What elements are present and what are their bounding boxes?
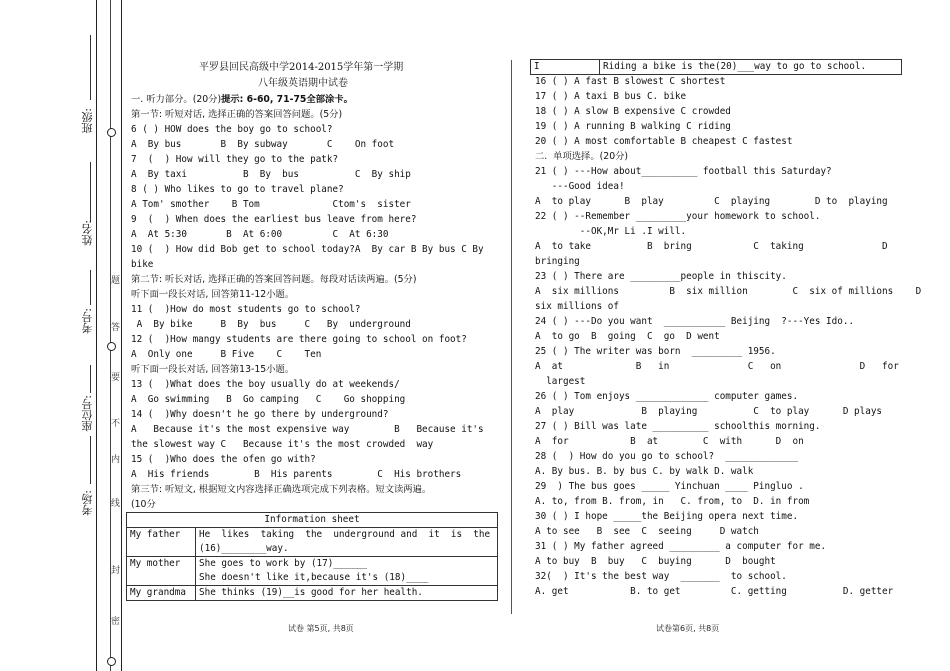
seat-no-label: 座位号: <box>81 395 94 432</box>
page-footer-left: 试卷 第5页, 共8页 <box>288 624 354 633</box>
table-row <box>531 60 902 75</box>
information-table <box>126 512 498 601</box>
section-2-heading: 第二节: 听长对话, 选择正确的答案回答问题。每段对话读两遍。(5分) <box>131 274 417 285</box>
table-cell: My father <box>127 528 196 557</box>
options-30: A to see B see C seeing D watch <box>535 526 759 537</box>
exam-no-label: 考号: <box>81 308 94 334</box>
options-25: A at B in C on D for <box>535 361 899 372</box>
section-1-heading: 第一节: 听短对话, 选择正确的答案回答问题。(5分) <box>131 109 343 120</box>
options-22-cont: bringing <box>535 256 580 267</box>
binding-margin <box>0 0 122 671</box>
binding-inner-line <box>121 0 122 671</box>
question-32: 32( ) It's the best way _______ to school. <box>535 571 787 582</box>
table-cell: I <box>531 60 600 75</box>
cut-char: 密 <box>111 617 121 627</box>
question-21-reply: ---Good idea! <box>535 181 625 192</box>
section-3-points: (10分 <box>131 499 156 510</box>
question-8: 8 ( ) Who likes to go to travel plane? <box>131 184 344 195</box>
options-26: A play B playing C to play D plays <box>535 406 883 417</box>
name-label: 姓名: <box>81 220 94 246</box>
cut-circle <box>107 128 116 137</box>
question-13: 13 ( )What does the boy usually do at weekends/ <box>131 379 400 390</box>
dialogue-intro-13-15: 听下面一段长对话, 回答第13-15小题。 <box>131 364 295 375</box>
options-21: A to play B play C playing D to playing <box>535 196 888 207</box>
question-18: 18 ( ) A slow B expensive C crowded <box>535 106 731 117</box>
room-label: 考场: <box>81 490 94 516</box>
cut-char: 要 <box>111 373 121 383</box>
question-22-reply: --OK,Mr Li .I will. <box>535 226 687 237</box>
question-6: 6 ( ) HOW does the boy go to school? <box>131 124 333 135</box>
options-11: A By bike B By bus C By underground <box>131 319 411 330</box>
question-7: 7 ( ) How will they go to the patk? <box>131 154 339 165</box>
options-13: A Go swimming B Go camping C Go shopping <box>131 394 406 405</box>
question-10: 10 ( ) How did Bob get to school today?A By car B By bus C By <box>131 244 484 255</box>
room-blank <box>90 436 91 484</box>
table-cell-line: She doesn't like it,because it's (18)____ <box>199 572 429 583</box>
question-31: 31 ( ) My father agreed _________ a computer for me. <box>535 541 827 552</box>
question-21: 21 ( ) ---How about__________ football this Saturday? <box>535 166 832 177</box>
table-row <box>127 586 498 601</box>
question-28: 28 ( ) How do you go to school? _____________ <box>535 451 799 462</box>
question-9: 9 ( ) When does the earliest bus leave from here? <box>131 214 417 225</box>
table-cell-line: She goes to work by (17)______ <box>199 558 367 569</box>
table-row <box>127 557 498 586</box>
cut-char: 不 <box>111 419 121 429</box>
table-cell <box>196 557 498 586</box>
question-29: 29 ) The bus goes _____ Yinchuan ____ Pingluo . <box>535 481 804 492</box>
question-20: 20 ( ) A most comfortable B cheapest C fastest <box>535 136 793 147</box>
question-23: 23 ( ) There are _________people in thiscity. <box>535 271 787 282</box>
question-10-cont: bike <box>131 259 154 270</box>
listening-heading: 一. 听力部分。(20分)提示: 6-60, 71-75全部涂卡。 <box>131 94 353 105</box>
question-14: 14 ( )Why doesn't he go there by underground? <box>131 409 389 420</box>
options-32: A. get B. to get C. getting D. getter <box>535 586 894 597</box>
options-8: A Tom' smother B Tom Ctom's sister <box>131 199 411 210</box>
options-23: A six millions B six million C six of millions D <box>535 286 922 297</box>
options-23-cont: six millions of <box>535 301 619 312</box>
exam-title-school: 平罗县回民高级中学2014-2015学年第一学期 <box>199 62 404 73</box>
table-cell-line: (16)________way. <box>199 543 289 554</box>
options-14-cont: the slowest way C Because it's the most crowded way <box>131 439 434 450</box>
question-12: 12 ( )How mangy students are there going to school on foot? <box>131 334 467 345</box>
options-28: A. By bus. B. by bus C. by walk D. walk <box>535 466 754 477</box>
table-cell: My mother <box>127 557 196 586</box>
question-19: 19 ( ) A running B walking C riding <box>535 121 731 132</box>
table-cell <box>196 528 498 557</box>
seat-no-blank <box>90 365 91 393</box>
table-cell-line: He likes taking the underground and it is the <box>199 529 491 540</box>
question-22: 22 ( ) --Remember _________your homework to school. <box>535 211 821 222</box>
options-15: A His friends B His parents C His brothers <box>131 469 462 480</box>
column-divider <box>511 60 512 614</box>
options-14: A Because it's the most expensive way B Because it's <box>131 424 484 435</box>
page-footer-right: 试卷第6页, 共8页 <box>656 624 720 633</box>
section-3-heading: 第三节: 听短文, 根据短文内容选择正确选项完成下列表格。短文读两遍。 <box>131 484 432 495</box>
table-header: Information sheet <box>127 513 498 528</box>
section-choice-heading: 二. 单项选择。(20分) <box>535 151 629 162</box>
cut-circle <box>107 657 116 666</box>
options-29: A. to, from B. from, in C. from, to D. in from <box>535 496 810 507</box>
question-30: 30 ( ) I hope _____the Beijing opera next time. <box>535 511 799 522</box>
class-label: 班级: <box>81 108 94 134</box>
cut-char: 封 <box>111 566 121 576</box>
question-27: 27 ( ) Bill was late __________ schoolthis morning. <box>535 421 821 432</box>
question-11: 11 ( )How do most students go to school? <box>131 304 361 315</box>
options-31: A to buy B buy C buying D bought <box>535 556 776 567</box>
options-7: A By taxi B By bus C By ship <box>131 169 411 180</box>
cut-char: 题 <box>111 276 121 286</box>
table-row <box>127 528 498 557</box>
table-cell: Riding a bike is the(20)___way to go to school. <box>600 60 902 75</box>
question-26: 26 ( ) Tom enjoys _____________ computer games. <box>535 391 799 402</box>
question-25: 25 ( ) The writer was born _________ 1956. <box>535 346 776 357</box>
options-12: A Only one B Five C Ten <box>131 349 322 360</box>
class-blank <box>90 35 91 100</box>
cut-char: 答 <box>111 323 121 333</box>
options-22: A to take B bring C taking D <box>535 241 888 252</box>
options-24: A to go B going C go D went <box>535 331 720 342</box>
cut-circle <box>107 342 116 351</box>
cut-char: 内 <box>111 455 121 465</box>
information-table-continued <box>530 59 902 75</box>
exam-title-subject: 八年级英语期中试卷 <box>258 78 348 89</box>
options-6: A By bus B By subway C On foot <box>131 139 395 150</box>
exam-no-blank <box>90 270 91 305</box>
options-27: A for B at C with D on <box>535 436 804 447</box>
name-blank <box>90 162 91 222</box>
dialogue-intro-11-12: 听下面一段长对话, 回答第11-12小题。 <box>131 289 295 300</box>
binding-outer-line <box>96 0 97 671</box>
question-16: 16 ( ) A fast B slowest C shortest <box>535 76 726 87</box>
question-24: 24 ( ) ---Do you want ___________ Beijing ?---Yes Ido.. <box>535 316 855 327</box>
question-15: 15 ( )Who does the ofen go with? <box>131 454 316 465</box>
question-17: 17 ( ) A taxi B bus C. bike <box>535 91 687 102</box>
table-cell: My grandma <box>127 586 196 601</box>
options-9: A At 5:30 B At 6:00 C At 6:30 <box>131 229 389 240</box>
cut-char: 线 <box>111 499 121 509</box>
table-cell: She thinks (19)__is good for her health. <box>196 586 498 601</box>
options-25-cont: largest <box>535 376 586 387</box>
